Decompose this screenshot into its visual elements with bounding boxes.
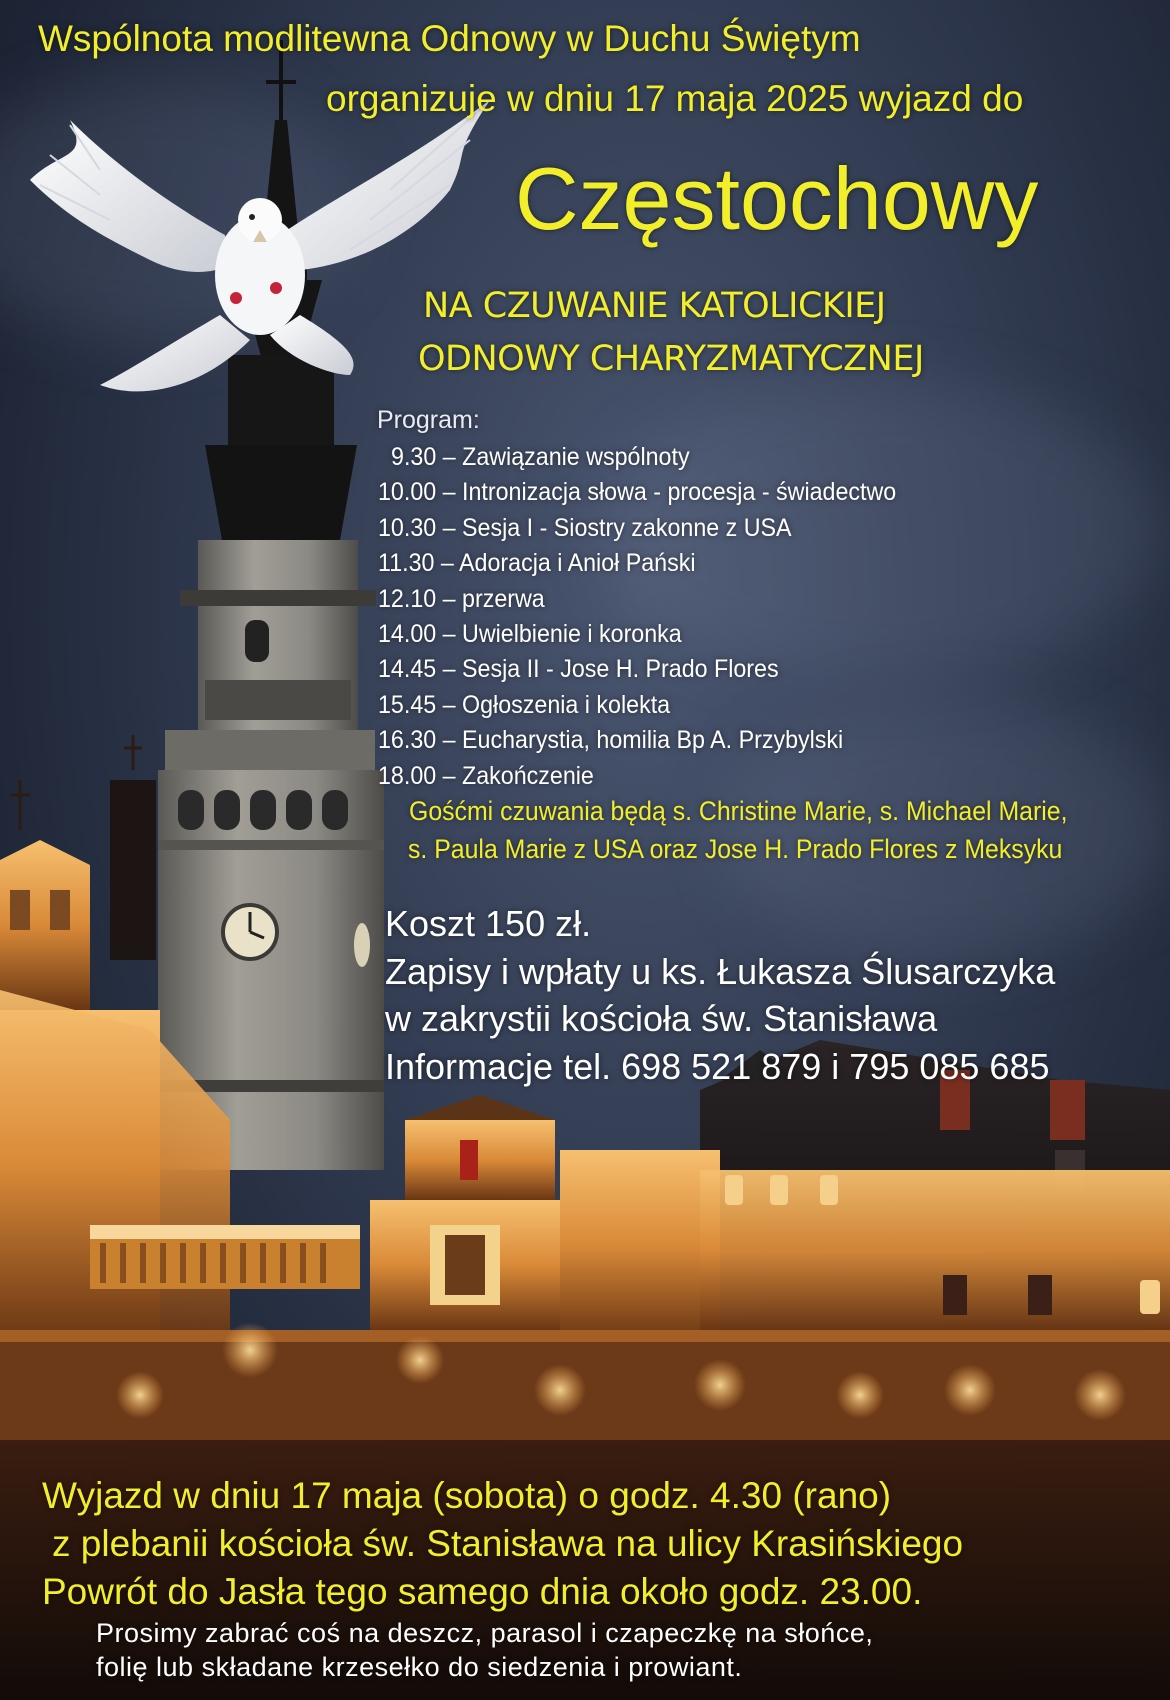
departure-line1: Wyjazd w dniu 17 maja (sobota) o godz. 4.30 (rano) (42, 1475, 892, 1516)
program-item: 14.00 – Uwielbienie i koronka (378, 620, 682, 649)
note-line2: folię lub składane krzesełko do siedzenia i prowiant. (96, 1652, 743, 1682)
location-text: w zakrystii kościoła św. Stanisława (385, 998, 938, 1039)
program-item: 14.45 – Sesja II - Jose H. Prado Flores (378, 655, 779, 684)
note-line1: Prosimy zabrać coś na deszcz, parasol i czapeczkę na słońce, (96, 1618, 874, 1648)
program-item: 11.30 – Adoracja i Anioł Pański (378, 549, 696, 578)
subtitle-line1: NA CZUWANIE KATOLICKIEJ (423, 286, 886, 326)
program-item: 18.00 – Zakończenie (378, 761, 594, 790)
program-list (378, 440, 935, 794)
program-item: 10.00 – Intronizacja słowa - procesja - świadectwo (378, 478, 897, 507)
page-title: Częstochowy (515, 149, 1039, 248)
program-item: 16.30 – Eucharystia, homilia Bp A. Przybylski (378, 726, 844, 755)
program-item: 12.10 – przerwa (378, 584, 545, 613)
subtitle-line2: ODNOWY CHARYZMATYCZNEJ (418, 339, 924, 379)
departure-line3: Powrót do Jasła tego samego dnia około godz. 23.00. (42, 1571, 923, 1612)
cost-text: Koszt 150 zł. (385, 903, 592, 944)
program-item: 15.45 – Ogłoszenia i kolekta (378, 690, 671, 719)
info-block (385, 900, 1055, 1090)
header-organizer: Wspólnota modlitewna Odnowy w Duchu Świętym (38, 18, 861, 59)
registration-text: Zapisy i wpłaty u ks. Łukasza Ślusarczyka (385, 950, 1056, 992)
header-date-line: organizuje w dniu 17 maja 2025 wyjazd do (326, 78, 1024, 119)
departure-line2: z plebanii kościoła św. Stanisława na ulicy Krasińskiego (52, 1523, 964, 1564)
program-label: Program: (377, 406, 480, 434)
program-item: 9.30 – Zawiązanie wspólnoty (391, 443, 690, 471)
program-item: 10.30 – Sesja I - Siostry zakonne z USA (378, 513, 792, 542)
guests-line1: Gośćmi czuwania będą s. Christine Marie, s. Michael Marie, (409, 796, 1068, 826)
phone-text: Informacje tel. 698 521 879 i 795 085 685 (385, 1045, 1050, 1087)
guests-line2: s. Paula Marie z USA oraz Jose H. Prado Flores z Meksyku (408, 834, 1063, 864)
